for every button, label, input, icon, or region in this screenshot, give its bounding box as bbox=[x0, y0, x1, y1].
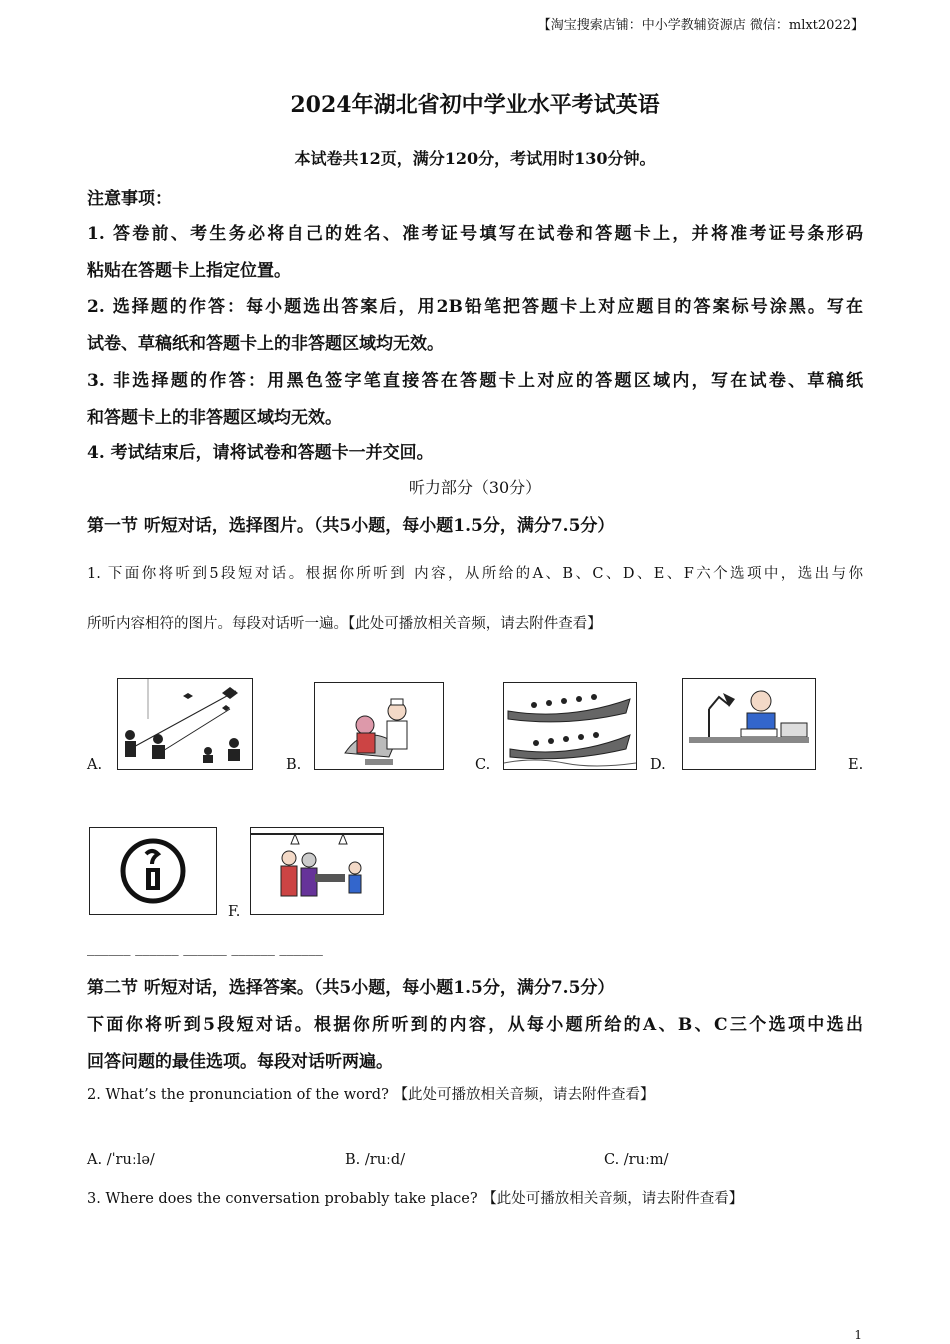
question-2: 2. What’s the pronunciation of the word? 【此处可播放相关音频，请去附件查看】 bbox=[87, 1087, 655, 1103]
kite-flying-picture bbox=[117, 678, 253, 770]
page-title: 2024年湖北省初中学业水平考试英语 bbox=[290, 92, 660, 118]
note-2-line-a: 2. 选择题的作答：每小题选出答案后，用2B铅笔把答题卡上对应题目的答案标号涂黑。写在 bbox=[87, 297, 863, 317]
section2-heading: 第二节 听短对话，选择答案。（共5小题，每小题1.5分，满分7.5分） bbox=[87, 978, 615, 998]
answer-blanks[interactable]: ______ ______ ______ ______ ______ bbox=[87, 940, 323, 956]
option-label-f: F. bbox=[228, 904, 241, 920]
q1-instruction-line2: 所听内容相符的图片。每段对话听一遍。【此处可播放相关音频，请去附件查看】 bbox=[87, 616, 602, 632]
option-label-a: A. bbox=[87, 757, 103, 773]
note-1-line-b: 粘贴在答题卡上指定位置。 bbox=[87, 261, 291, 281]
note-2-line-b: 试卷、草稿纸和答题卡上的非答题区域均无效。 bbox=[87, 334, 444, 354]
section2-instruction-line-a: 下面你将听到5段短对话。根据你所听到的内容，从每小题所给的A、B、C三个选项中选出 bbox=[87, 1015, 863, 1035]
note-3-line-b: 和答题卡上的非答题区域均无效。 bbox=[87, 408, 342, 428]
q1-instruction-line1: 1. 下面你将听到5段短对话。根据你所听到 内容，从所给的A、B、C、D、E、F六个选项中，选出与你 bbox=[87, 566, 863, 582]
note-4: 4. 考试结束后，请将试卷和答题卡一并交回。 bbox=[87, 443, 434, 463]
q2-option-a[interactable]: A. /ˈruːlə/ bbox=[87, 1152, 155, 1168]
no-smoking-sign-picture bbox=[89, 827, 217, 915]
note-3-line-a: 3. 非选择题的作答：用黑色签字笔直接答在答题卡上对应的答题区域内，写在试卷、草稿纸 bbox=[87, 371, 863, 391]
note-1-line-a: 1. 答卷前、考生务必将自己的姓名、准考证号填写在试卷和答题卡上，并将准考证号条形码 bbox=[87, 224, 863, 244]
exam-subtitle: 本试卷共12页，满分120分，考试用时130分钟。 bbox=[294, 149, 656, 168]
notes-heading: 注意事项： bbox=[87, 189, 172, 209]
section2-instruction-line-b: 回答问题的最佳选项。每段对话听两遍。 bbox=[87, 1052, 393, 1072]
question-3: 3. Where does the conversation probably take place? 【此处可播放相关音频，请去附件查看】 bbox=[87, 1191, 744, 1207]
section1-heading: 第一节 听短对话，选择图片。（共5小题，每小题1.5分，满分7.5分） bbox=[87, 516, 615, 536]
dentist-picture bbox=[314, 682, 444, 770]
option-label-e: E. bbox=[848, 757, 864, 773]
bus-seat-picture bbox=[250, 827, 384, 915]
option-label-b: B. bbox=[286, 757, 302, 773]
q2-option-b[interactable]: B. /ruːd/ bbox=[345, 1152, 406, 1168]
header-note: 【淘宝搜索店铺：中小学教辅资源店 微信：mlxt2022】 bbox=[537, 18, 864, 33]
option-label-d: D. bbox=[650, 757, 666, 773]
dragon-boat-picture bbox=[503, 682, 637, 770]
listening-heading: 听力部分（30分） bbox=[408, 478, 542, 497]
q2-option-c[interactable]: C. /ruːm/ bbox=[604, 1152, 669, 1168]
page-number: 1 bbox=[854, 1328, 862, 1342]
studying-desk-picture bbox=[682, 678, 816, 770]
option-label-c: C. bbox=[475, 757, 491, 773]
